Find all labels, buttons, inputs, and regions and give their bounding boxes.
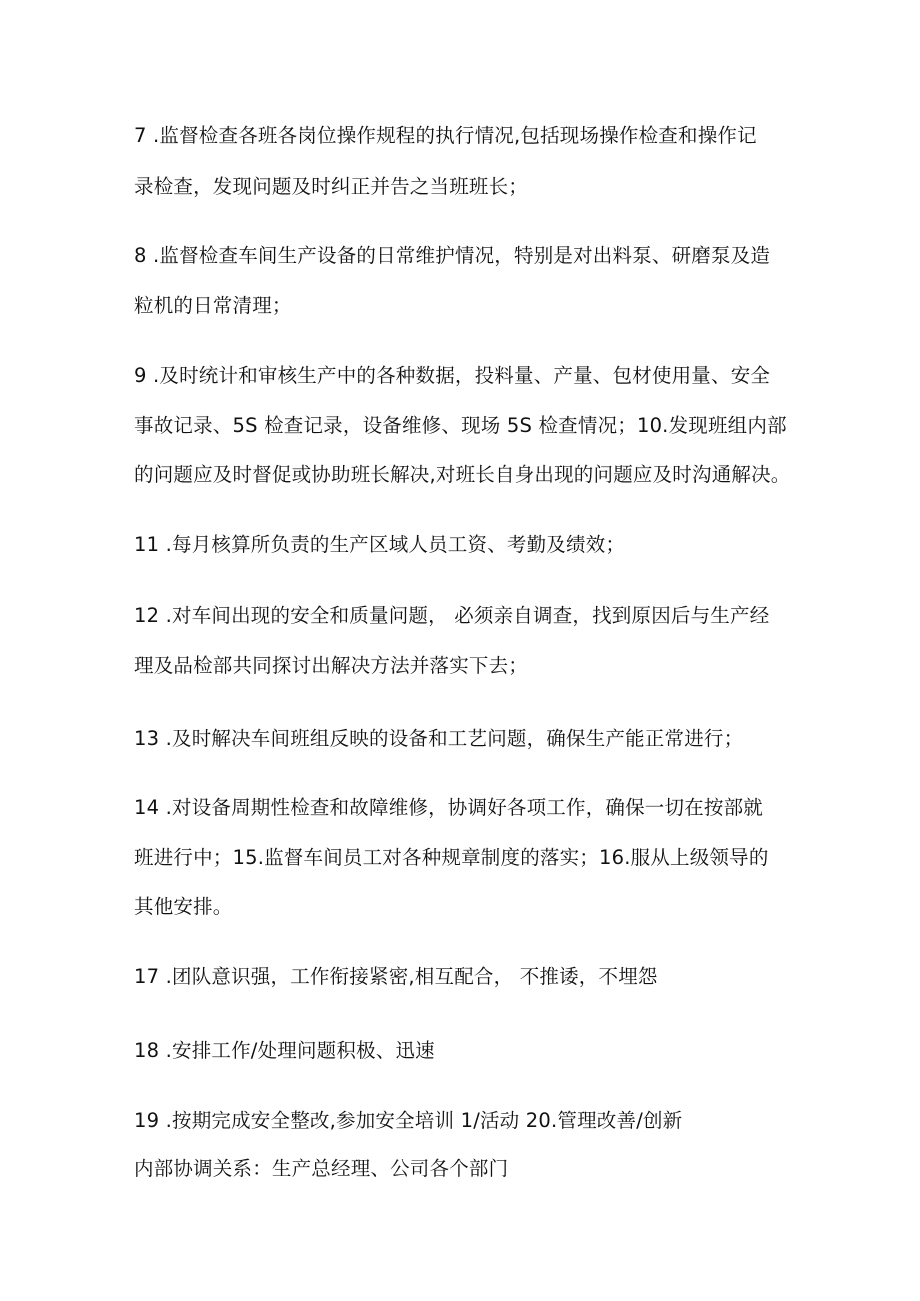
paragraph-line: 班进行中；15.监督车间员工对各种规章制度的落实；16.服从上级领导的 [134,846,769,869]
paragraph-line: 8 .监督检查车间生产设备的日常维护情况，特别是对出料泵、研磨泵及造 [134,244,771,267]
paragraph-line: 19 .按期完成安全整改,参加安全培训 1/活动 20.管理改善/创新 [134,1109,683,1132]
paragraph-line: 录检查，发现问题及时纠正并告之当班班长； [134,175,529,198]
paragraph-line: 粒机的日常清理； [134,294,292,317]
paragraph-line: 12 .对车间出现的安全和质量问题， 必须亲自调查，找到原因后与生产经 [134,604,770,627]
paragraph-line: 内部协调关系：生产总经理、公司各个部门 [134,1157,509,1180]
paragraph-line: 17 .团队意识强，工作衔接紧密,相互配合， 不推诿，不埋怨 [134,965,658,988]
paragraph-line: 理及品检部共同探讨出解决方法并落实下去； [134,654,529,677]
paragraph-line: 18 .安排工作/处理问题积极、迅速 [134,1039,435,1062]
paragraph-line: 7 .监督检查各班各岗位操作规程的执行情况,包括现场操作检查和操作记 [134,124,757,147]
paragraph-line: 11 .每月核算所负责的生产区域人员工资、考勤及绩效； [134,533,626,556]
paragraph-line: 9 .及时统计和审核生产中的各种数据，投料量、产量、包材使用量、安全 [134,364,771,387]
paragraph-line: 事故记录、5S 检查记录，设备维修、现场 5S 检查情况；10.发现班组内部 [134,414,787,437]
paragraph-line: 13 .及时解决车间班组反映的设备和工艺问题，确保生产能正常进行； [134,727,744,750]
paragraph-line: 的问题应及时督促或协助班长解决,对班长自身出现的问题应及时沟通解决。 [134,463,791,486]
paragraph-line: 14 .对设备周期性检查和故障维修，协调好各项工作，确保一切在按部就 [134,796,764,819]
paragraph-line: 其他安排。 [134,895,233,918]
